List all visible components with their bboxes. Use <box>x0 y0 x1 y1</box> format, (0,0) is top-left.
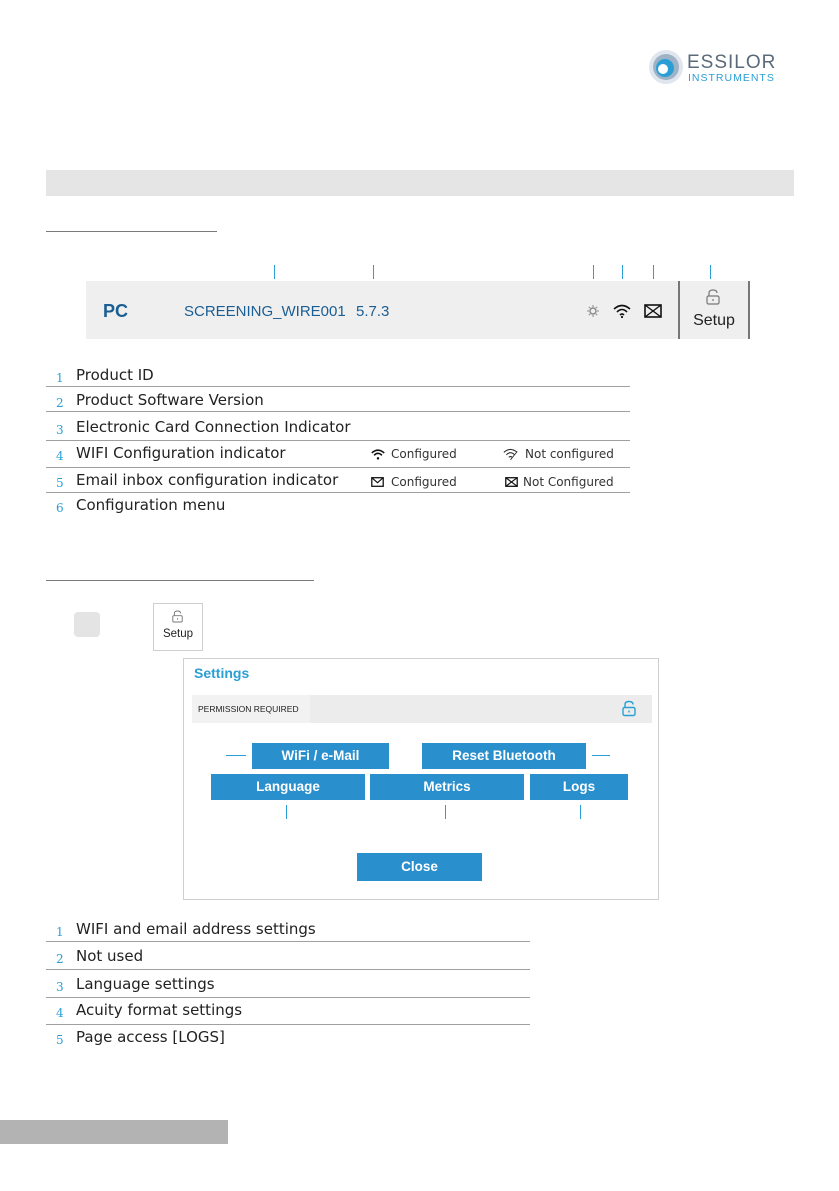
legend-num: 4 <box>56 1006 64 1020</box>
mail-configured-label: Configured <box>391 475 457 489</box>
unlock-icon[interactable] <box>622 700 636 717</box>
mail-configured-icon <box>371 477 384 487</box>
callout-line-1 <box>226 755 246 756</box>
callout-tick-1 <box>274 265 275 279</box>
brand-line1: ESSILOR <box>687 52 777 73</box>
legend-label: Acuity format settings <box>76 1001 243 1019</box>
settings-title: Settings <box>194 665 250 681</box>
legend-label: Not used <box>76 947 144 965</box>
mail-not-configured-icon <box>505 477 518 487</box>
setup-button[interactable] <box>678 281 750 339</box>
wifi-not-configured-label: Not configured <box>525 447 614 461</box>
legend-label: Email inbox configuration indicator <box>76 471 339 489</box>
legend-label: Product ID <box>76 366 154 384</box>
legend-row-6 <box>46 496 630 522</box>
mail-icon <box>644 304 662 318</box>
callout-tick-4 <box>622 265 623 279</box>
legend-num: 5 <box>56 1033 64 1047</box>
footer-bar <box>0 1120 228 1144</box>
wifi-configured-label: Configured <box>391 447 457 461</box>
logs-button[interactable]: Logs <box>530 774 628 800</box>
legend-num: 3 <box>56 423 64 437</box>
permission-field[interactable] <box>310 695 652 723</box>
callout-line-3 <box>286 805 287 819</box>
divider <box>46 440 630 441</box>
setup-button-small[interactable] <box>153 603 203 651</box>
legend-label: Page access [LOGS] <box>76 1028 225 1046</box>
product-code: PC <box>103 301 129 321</box>
divider <box>46 941 530 942</box>
divider <box>46 467 630 468</box>
lock-icon <box>172 610 183 623</box>
callout-line-2 <box>592 755 610 756</box>
setup-label: Setup <box>162 628 194 640</box>
legend-num: 6 <box>56 501 64 515</box>
legend-label: Language settings <box>76 975 215 993</box>
divider <box>46 411 630 412</box>
callout-tick-6 <box>710 265 711 279</box>
wifi-not-configured-icon <box>503 448 518 460</box>
mail-not-configured-label: Not Configured <box>523 475 614 489</box>
callout-tick-5 <box>653 265 654 279</box>
wifi-email-button[interactable]: WiFi / e-Mail <box>252 743 389 769</box>
callout-line-5 <box>580 805 581 819</box>
brand-line2: INSTRUMENTS <box>688 72 775 84</box>
callout-tick-2 <box>373 265 374 279</box>
settings-dialog <box>183 658 659 900</box>
callout-line-4 <box>445 805 446 819</box>
legend-row-2 <box>46 391 630 417</box>
step-marker <box>74 612 100 637</box>
legend-num: 1 <box>56 925 64 939</box>
legend-row-1 <box>46 366 630 392</box>
software-version: 5.7.3 <box>356 303 390 320</box>
section-header-bar <box>46 170 794 196</box>
callout-tick-3 <box>593 265 594 279</box>
legend-num: 2 <box>56 952 64 966</box>
essilor-logo <box>648 47 798 87</box>
legend-num: 3 <box>56 980 64 994</box>
divider <box>46 997 530 998</box>
divider <box>46 969 530 970</box>
device-top-bar <box>86 281 748 339</box>
permission-row <box>192 695 652 723</box>
settings-legend-row-5 <box>46 1028 530 1054</box>
divider <box>46 1024 530 1025</box>
legend-row-5 <box>46 471 630 497</box>
legend-label: Product Software Version <box>76 391 264 409</box>
reset-bluetooth-button[interactable]: Reset Bluetooth <box>422 743 586 769</box>
wifi-configured-icon <box>371 449 385 460</box>
metrics-button[interactable]: Metrics <box>370 774 524 800</box>
legend-num: 2 <box>56 396 64 410</box>
legend-label: Configuration menu <box>76 496 226 514</box>
section-underline <box>46 580 314 581</box>
settings-legend-row-1 <box>46 920 530 946</box>
legend-label: WIFI and email address settings <box>76 920 316 938</box>
legend-label: WIFI Configuration indicator <box>76 444 286 462</box>
close-button[interactable]: Close <box>357 853 482 881</box>
card-connection-icon <box>587 305 599 317</box>
legend-label: Electronic Card Connection Indicator <box>76 418 351 436</box>
wifi-icon <box>613 304 631 318</box>
permission-label: PERMISSION REQUIRED <box>198 704 299 714</box>
essilor-logo-icon <box>648 49 684 85</box>
section-underline <box>46 231 217 232</box>
setup-label: Setup <box>693 312 735 329</box>
divider <box>46 492 630 493</box>
lock-icon <box>706 289 720 305</box>
language-button[interactable]: Language <box>211 774 365 800</box>
legend-num: 1 <box>56 371 64 385</box>
product-id: SCREENING_WIRE001 <box>184 303 346 320</box>
legend-num: 5 <box>56 476 64 490</box>
legend-num: 4 <box>56 449 64 463</box>
divider <box>46 386 630 387</box>
